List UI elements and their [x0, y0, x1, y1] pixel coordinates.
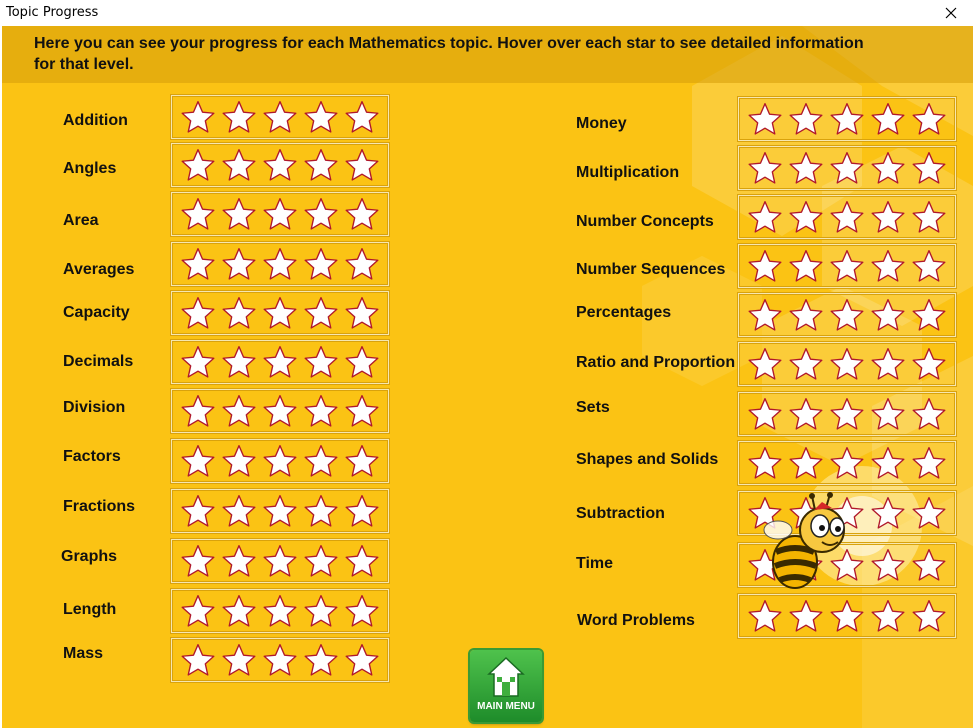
star-icon[interactable] [912, 102, 946, 136]
star-icon[interactable] [181, 494, 215, 528]
star-icon[interactable] [345, 643, 379, 677]
star-icon[interactable] [222, 394, 256, 428]
star-icon[interactable] [912, 151, 946, 185]
star-icon[interactable] [304, 643, 338, 677]
topic-label: Word Problems [577, 612, 695, 629]
star-icon[interactable] [304, 594, 338, 628]
star-icon[interactable] [748, 298, 782, 332]
star-icon[interactable] [181, 394, 215, 428]
main-menu-button[interactable] [470, 650, 542, 722]
star-icon[interactable] [263, 444, 297, 478]
star-rating[interactable] [171, 291, 389, 335]
star-icon[interactable] [304, 296, 338, 330]
star-icon[interactable] [748, 151, 782, 185]
topic-label: Mass [63, 645, 104, 662]
star-icon[interactable] [263, 394, 297, 428]
close-icon [945, 7, 957, 19]
star-icon[interactable] [222, 594, 256, 628]
star-icon[interactable] [748, 599, 782, 633]
star-icon[interactable] [222, 296, 256, 330]
star-icon[interactable] [871, 102, 905, 136]
star-icon[interactable] [181, 345, 215, 379]
star-icon[interactable] [222, 345, 256, 379]
star-icon[interactable] [181, 643, 215, 677]
star-icon[interactable] [304, 544, 338, 578]
topic-label: Percentages [576, 304, 672, 321]
star-icon[interactable] [222, 148, 256, 182]
star-rating[interactable] [738, 146, 956, 190]
star-icon[interactable] [345, 594, 379, 628]
star-icon[interactable] [304, 197, 338, 231]
bee-mascot [760, 492, 860, 592]
topic-label: Sets [576, 399, 610, 416]
topic-label: Division [63, 399, 126, 416]
star-icon[interactable] [263, 296, 297, 330]
star-icon[interactable] [789, 151, 823, 185]
star-icon[interactable] [789, 347, 823, 381]
star-rating[interactable] [738, 342, 956, 386]
star-rating[interactable] [171, 143, 389, 187]
star-rating[interactable] [171, 589, 389, 633]
star-icon[interactable] [912, 397, 946, 431]
star-icon[interactable] [871, 446, 905, 480]
close-button[interactable] [929, 0, 973, 26]
star-icon[interactable] [830, 249, 864, 283]
star-rating[interactable] [171, 340, 389, 384]
star-icon[interactable] [345, 394, 379, 428]
topic-label: Length [63, 601, 117, 618]
star-icon[interactable] [748, 249, 782, 283]
star-icon[interactable] [263, 148, 297, 182]
topic-label: Factors [63, 448, 121, 465]
star-icon[interactable] [222, 100, 256, 134]
star-icon[interactable] [222, 444, 256, 478]
star-icon[interactable] [830, 347, 864, 381]
star-icon[interactable] [830, 102, 864, 136]
star-icon[interactable] [830, 200, 864, 234]
star-icon[interactable] [830, 446, 864, 480]
star-icon[interactable] [345, 345, 379, 379]
star-icon[interactable] [871, 548, 905, 582]
topic-label: Capacity [63, 304, 130, 321]
star-icon[interactable] [181, 296, 215, 330]
star-icon[interactable] [263, 100, 297, 134]
topic-label: Number Sequences [576, 261, 726, 278]
window-title: Topic Progress [6, 5, 99, 20]
star-icon[interactable] [304, 444, 338, 478]
star-icon[interactable] [912, 200, 946, 234]
star-rating[interactable] [171, 95, 389, 139]
star-icon[interactable] [912, 446, 946, 480]
star-icon[interactable] [871, 200, 905, 234]
star-icon[interactable] [345, 197, 379, 231]
star-icon[interactable] [222, 494, 256, 528]
star-icon[interactable] [263, 643, 297, 677]
star-rating[interactable] [738, 441, 956, 485]
star-rating[interactable] [738, 392, 956, 436]
star-icon[interactable] [789, 249, 823, 283]
star-icon[interactable] [304, 494, 338, 528]
star-icon[interactable] [789, 102, 823, 136]
topic-label: Fractions [63, 498, 136, 515]
topic-label: Money [576, 115, 627, 132]
star-icon[interactable] [912, 298, 946, 332]
star-icon[interactable] [871, 496, 905, 530]
star-icon[interactable] [263, 247, 297, 281]
star-icon[interactable] [871, 347, 905, 381]
star-rating[interactable] [171, 242, 389, 286]
title-bar [0, 0, 973, 26]
topic-label: Averages [63, 261, 135, 278]
star-icon[interactable] [830, 298, 864, 332]
star-icon[interactable] [789, 599, 823, 633]
star-icon[interactable] [748, 397, 782, 431]
star-icon[interactable] [789, 397, 823, 431]
star-icon[interactable] [304, 345, 338, 379]
star-icon[interactable] [222, 643, 256, 677]
star-icon[interactable] [345, 148, 379, 182]
star-icon[interactable] [912, 548, 946, 582]
star-icon[interactable] [912, 599, 946, 633]
star-icon[interactable] [912, 249, 946, 283]
star-icon[interactable] [181, 444, 215, 478]
topic-label: Graphs [61, 548, 118, 565]
star-rating[interactable] [738, 195, 956, 239]
topic-label: Ratio and Proportion [576, 354, 736, 371]
star-icon[interactable] [789, 200, 823, 234]
star-icon[interactable] [345, 544, 379, 578]
progress-canvas [2, 26, 973, 728]
star-rating[interactable] [171, 638, 389, 682]
header-band [2, 26, 973, 83]
star-icon[interactable] [345, 247, 379, 281]
topic-label: Subtraction [576, 505, 665, 522]
star-icon[interactable] [748, 200, 782, 234]
star-icon[interactable] [263, 345, 297, 379]
topic-label: Multiplication [576, 164, 680, 181]
star-rating[interactable] [171, 489, 389, 533]
star-icon[interactable] [181, 594, 215, 628]
star-icon[interactable] [345, 100, 379, 134]
star-icon[interactable] [345, 444, 379, 478]
star-icon[interactable] [789, 298, 823, 332]
star-icon[interactable] [871, 599, 905, 633]
star-rating[interactable] [738, 244, 956, 288]
star-icon[interactable] [871, 397, 905, 431]
star-icon[interactable] [830, 599, 864, 633]
topic-label: Shapes and Solids [576, 451, 719, 468]
star-icon[interactable] [181, 247, 215, 281]
star-icon[interactable] [263, 494, 297, 528]
home-icon [486, 655, 526, 699]
star-rating[interactable] [171, 439, 389, 483]
star-icon[interactable] [345, 494, 379, 528]
topic-label: Area [63, 212, 99, 229]
star-icon[interactable] [830, 397, 864, 431]
star-icon[interactable] [222, 544, 256, 578]
topic-label: Decimals [63, 353, 134, 370]
topic-label: Time [576, 555, 614, 572]
star-icon[interactable] [871, 249, 905, 283]
main-menu-label: MAIN MENU [477, 701, 535, 712]
star-rating[interactable] [738, 97, 956, 141]
star-icon[interactable] [748, 102, 782, 136]
star-icon[interactable] [263, 544, 297, 578]
star-icon[interactable] [263, 197, 297, 231]
star-icon[interactable] [304, 148, 338, 182]
star-rating[interactable] [171, 192, 389, 236]
star-icon[interactable] [912, 347, 946, 381]
star-icon[interactable] [748, 347, 782, 381]
star-icon[interactable] [222, 197, 256, 231]
star-icon[interactable] [222, 247, 256, 281]
instructions-text: Here you can see your progress for each Mathematics topic. Hover over each star to see detailed information for that level. [34, 35, 864, 73]
star-icon[interactable] [181, 197, 215, 231]
star-icon[interactable] [181, 148, 215, 182]
star-icon[interactable] [748, 446, 782, 480]
star-icon[interactable] [304, 247, 338, 281]
star-icon[interactable] [830, 151, 864, 185]
topic-label: Addition [63, 112, 128, 129]
star-rating[interactable] [738, 293, 956, 337]
topic-label: Number Concepts [576, 213, 714, 230]
star-icon[interactable] [789, 446, 823, 480]
star-icon[interactable] [912, 496, 946, 530]
star-rating[interactable] [171, 539, 389, 583]
star-icon[interactable] [181, 544, 215, 578]
star-rating[interactable] [738, 594, 956, 638]
star-icon[interactable] [263, 594, 297, 628]
star-icon[interactable] [304, 100, 338, 134]
star-icon[interactable] [181, 100, 215, 134]
star-icon[interactable] [304, 394, 338, 428]
star-rating[interactable] [171, 389, 389, 433]
star-icon[interactable] [345, 296, 379, 330]
star-icon[interactable] [871, 298, 905, 332]
topic-label: Angles [63, 160, 117, 177]
star-icon[interactable] [871, 151, 905, 185]
